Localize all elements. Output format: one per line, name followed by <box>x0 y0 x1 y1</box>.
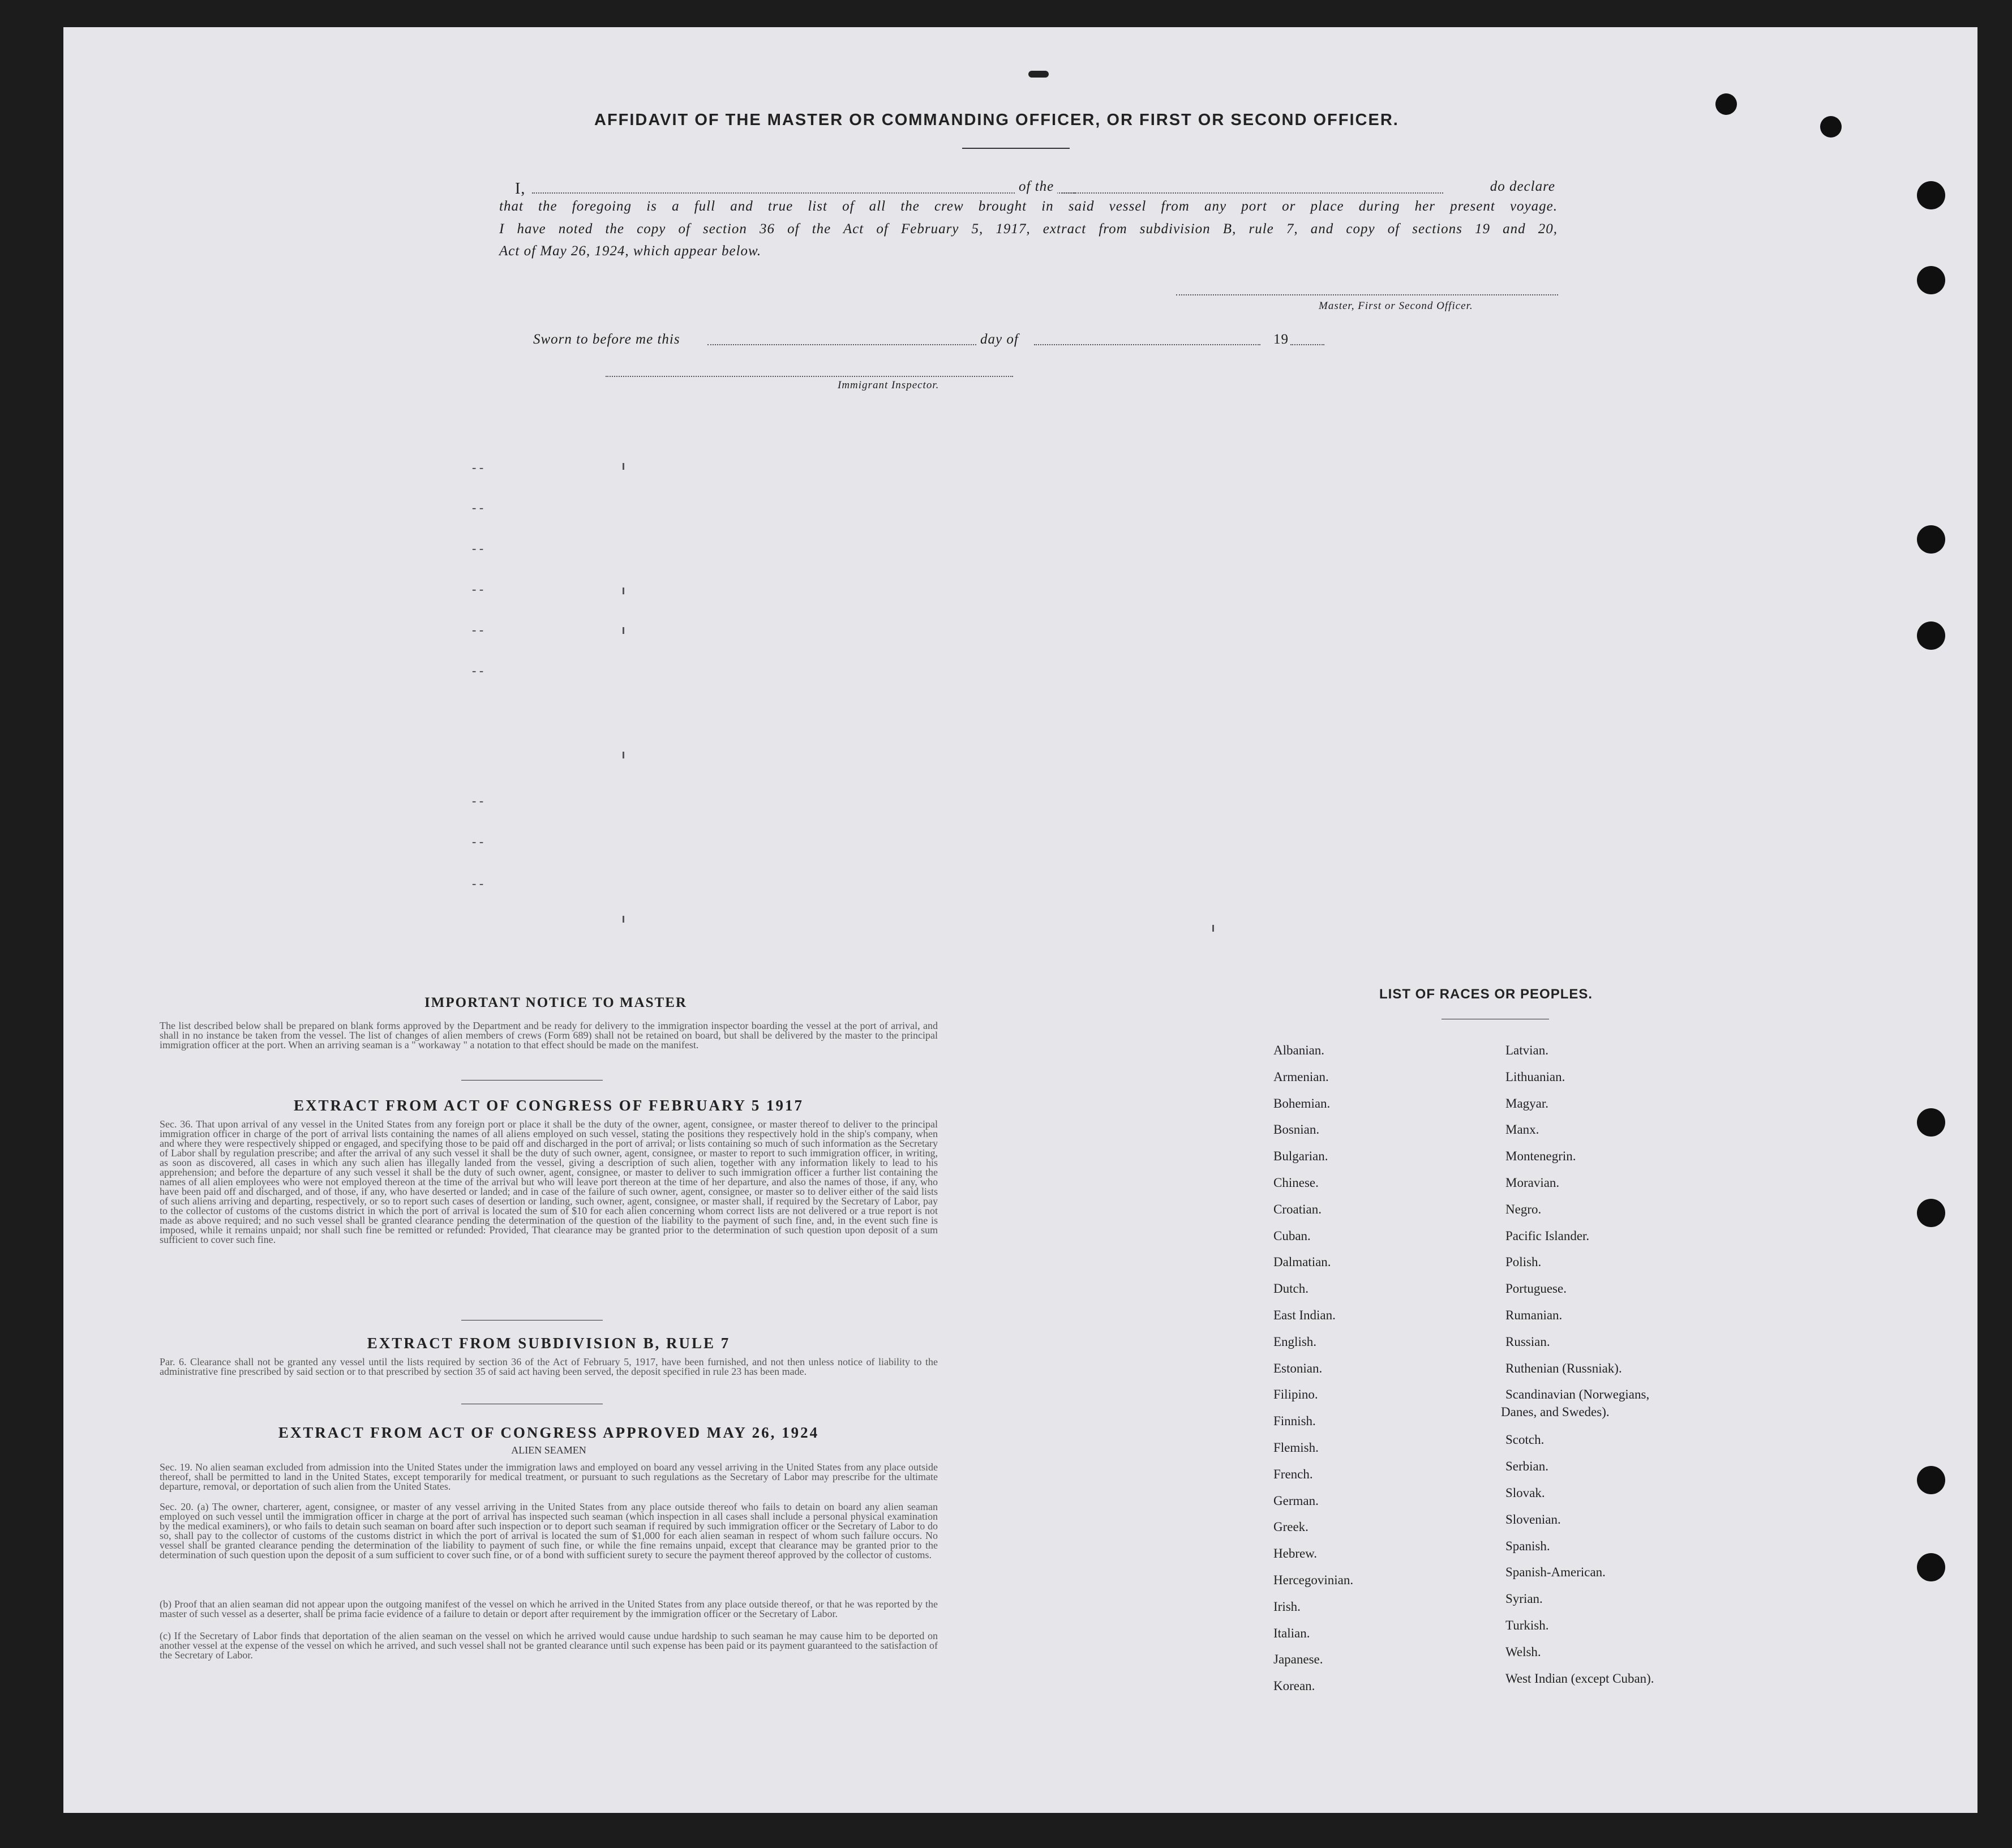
race-item: Japanese. <box>1273 1652 1323 1667</box>
sec19-text: Sec. 19. No alien seaman excluded from admission into the United States under the immigration laws and employed on board any vessel arriving in the United States from any place outside thereof, shall be permitted to land in the United States, except temporarily for medical treatment, or pursuant to such regulations as the Secretary of Labor may prescribe for the ultimate departure, removal, or deportation of such alien from the United States. <box>160 1463 938 1492</box>
name-field[interactable] <box>532 192 1075 194</box>
race-item: English. <box>1273 1334 1317 1349</box>
race-item: Turkish. <box>1505 1618 1549 1632</box>
races-title: LIST OF RACES OR PEOPLES. <box>1379 987 1593 1002</box>
race-item: Danes, and Swedes). <box>1501 1405 1610 1420</box>
column-tick <box>623 463 624 470</box>
race-item: French. <box>1273 1467 1313 1481</box>
affidavit-declare: do declare <box>1444 179 1555 195</box>
year-label: 19 <box>1273 332 1289 347</box>
race-item: Slovak. <box>1505 1486 1545 1500</box>
margin-dash: - - <box>472 582 484 596</box>
rule7-text: Par. 6. Clearance shall not be granted any vessel until the lists required by section 36 of the Act of February 5, 1917, have been furnished, and not then unless notice of liability to the administrative fine prescribed by said section or to that prescribed by section 35 of said act having been served, the deposit specified in rule 23 has been made. <box>160 1357 938 1377</box>
race-item: Chinese. <box>1273 1176 1319 1190</box>
signature-caption: Master, First or Second Officer. <box>1319 300 1473 312</box>
margin-dash: - - <box>472 541 484 555</box>
column-tick <box>623 627 624 634</box>
race-item: Welsh. <box>1505 1644 1541 1659</box>
affidavit-title: AFFIDAVIT OF THE MASTER OR COMMANDING OFFICER, OR FIRST OR SECOND OFFICER. <box>594 111 1399 129</box>
race-item: German. <box>1273 1493 1319 1508</box>
binder-hole <box>1917 525 1945 554</box>
race-item: Irish. <box>1273 1599 1301 1614</box>
sec20c-text: (c) If the Secretary of Labor finds that deportation of the alien seaman on the vessel on which he arrived would cause undue hardship to such seaman he may cause him to be deported on another vessel at the expense of the vessel on which he arrived, and such vessel shall not be granted clearance until such expense has been paid or its payment guaranteed to the satisfaction of the Secretary of Labor. <box>160 1631 938 1661</box>
sec20a-text: Sec. 20. (a) The owner, charterer, agent, consignee, or master of any vessel arriving in the United States from any place outside thereof who fails to detain on board any alien seaman employed on such vessel until the immigration officer in charge at the port of arrival has inspected such seaman (which inspection in all cases shall include a personal physical examination by the medical examiners), or who fails to detain such seaman on board after such inspection or to deport such seaman if required by such immigration officer or the Secretary of Labor to do so, shall pay to the collector of customs of the customs district in which the port of arrival is located the sum of $1,000 for each alien seaman in respect of whom such failure occurs. No vessel shall be granted clearance pending the determination of the liability to payment of such fine, or while the fine remains unpaid, except that clearance may be granted prior to the determination of such question upon the deposit of a sum sufficient to cover such fine, or of a bond with sufficient surety to secure the payment thereof approved by the collector of customs. <box>160 1502 938 1560</box>
binder-hole <box>1820 116 1842 138</box>
margin-dash: - - <box>472 460 484 474</box>
race-item: Scandinavian (Norwegians, <box>1505 1387 1650 1402</box>
race-item: Montenegrin. <box>1505 1149 1576 1164</box>
race-item: Dutch. <box>1273 1281 1309 1296</box>
margin-dash: - - <box>472 500 484 514</box>
notice-text: The list described below shall be prepared on blank forms approved by the Department and be ready for delivery to the immigration inspector boarding the vessel at the port of arrival, and shall in no instance be taken from the vessel. The list of changes of alien members of crews (Form 689) shall not be retained on board, but shall be delivered by the master to the principal immigration officer at the port. When an arriving seaman is a " workaway " a notation to that effect should be made on the manifest. <box>160 1021 938 1051</box>
binder-hole <box>1917 181 1945 209</box>
column-tick <box>623 588 624 594</box>
binder-hole <box>1917 1466 1945 1494</box>
column-tick <box>623 916 624 923</box>
race-item: Spanish. <box>1505 1538 1550 1553</box>
affidavit-i: I, <box>515 180 526 198</box>
race-item: Greek. <box>1273 1520 1309 1534</box>
margin-dash: - - <box>472 794 484 808</box>
binder-hole <box>1715 93 1737 115</box>
ink-blot <box>1028 71 1049 78</box>
race-item: Negro. <box>1505 1202 1542 1216</box>
sec20b-text: (b) Proof that an alien seaman did not appear upon the outgoing manifest of the vessel on which he arrived in the United States from any place outside thereof, or that he was reported by the master of such vessel as a deserter, shall be prima facie evidence of a failure to detain or deport after requirement by the immigration officer or the Secretary of Labor. <box>160 1600 938 1619</box>
race-item: East Indian. <box>1273 1308 1336 1322</box>
affidavit-of-the: of the <box>1015 179 1057 195</box>
race-item: Latvian. <box>1505 1043 1548 1057</box>
title-underline <box>962 148 1070 149</box>
race-item: Slovenian. <box>1505 1512 1561 1527</box>
vessel-field[interactable] <box>1062 192 1509 194</box>
race-item: Armenian. <box>1273 1069 1329 1084</box>
race-item: West Indian (except Cuban). <box>1505 1671 1654 1686</box>
race-item: Korean. <box>1273 1679 1315 1693</box>
margin-dash: - - <box>472 623 484 637</box>
extract-1924-title: EXTRACT FROM ACT OF CONGRESS APPROVED MAY 26, 1924 <box>278 1424 820 1441</box>
margin-dash: - - <box>472 663 484 678</box>
binder-hole <box>1917 266 1945 294</box>
rule7-title: EXTRACT FROM SUBDIVISION B, RULE 7 <box>367 1335 731 1352</box>
race-item: Estonian. <box>1273 1361 1323 1375</box>
column-tick <box>623 752 624 758</box>
column-tick <box>1212 925 1214 932</box>
form-page <box>63 27 1977 1813</box>
race-item: Ruthenian (Russniak). <box>1505 1361 1622 1375</box>
margin-dash: - - <box>472 876 484 890</box>
race-item: Portuguese. <box>1505 1281 1567 1296</box>
extract-1917-title: EXTRACT FROM ACT OF CONGRESS OF FEBRUARY 5 1917 <box>293 1097 804 1114</box>
race-item: Russian. <box>1505 1334 1550 1349</box>
inspector-line[interactable] <box>606 376 1013 377</box>
race-item: Hebrew. <box>1273 1546 1318 1561</box>
affidavit-line4: Act of May 26, 1924, which appear below. <box>499 243 762 259</box>
race-item: Cuban. <box>1273 1228 1311 1243</box>
race-item: Scotch. <box>1505 1433 1545 1447</box>
race-item: Magyar. <box>1505 1096 1549 1110</box>
signature-line[interactable] <box>1176 294 1558 295</box>
race-item: Bohemian. <box>1273 1096 1331 1110</box>
inspector-caption: Immigrant Inspector. <box>838 379 939 391</box>
race-item: Moravian. <box>1505 1176 1560 1190</box>
day-of-label: day of <box>980 332 1019 347</box>
race-item: Manx. <box>1505 1122 1539 1137</box>
race-item: Flemish. <box>1273 1440 1319 1455</box>
race-item: Filipino. <box>1273 1387 1318 1402</box>
affidavit-line3: I have noted the copy of section 36 of the Act of February 5, 1917, extract from subdivision B, rule 7, and copy of sections 19 and 20, <box>499 221 1558 237</box>
race-item: Dalmatian. <box>1273 1255 1331 1270</box>
year-field[interactable] <box>1290 344 1324 345</box>
month-field[interactable] <box>1034 344 1260 345</box>
sworn-day-field[interactable] <box>707 344 976 345</box>
binder-hole <box>1917 621 1945 650</box>
race-item: Croatian. <box>1273 1202 1322 1216</box>
race-item: Polish. <box>1505 1255 1542 1270</box>
race-item: Hercegovinian. <box>1273 1573 1354 1587</box>
sworn-label: Sworn to before me this <box>533 332 680 347</box>
race-item: Bosnian. <box>1273 1122 1320 1137</box>
race-item: Finnish. <box>1273 1414 1316 1429</box>
race-item: Rumanian. <box>1505 1308 1563 1322</box>
margin-dash: - - <box>472 834 484 848</box>
race-item: Spanish-American. <box>1505 1565 1606 1580</box>
race-item: Lithuanian. <box>1505 1069 1565 1084</box>
race-item: Syrian. <box>1505 1592 1543 1606</box>
race-item: Serbian. <box>1505 1459 1549 1474</box>
race-item: Bulgarian. <box>1273 1149 1328 1164</box>
race-item: Pacific Islander. <box>1505 1228 1590 1243</box>
race-item: Albanian. <box>1273 1043 1325 1057</box>
binder-hole <box>1917 1553 1945 1581</box>
extract-1917-text: Sec. 36. That upon arrival of any vessel in the United States from any foreign port or place it shall be the duty of the owner, agent, consignee, or master thereof to deliver to the principal immigration officer in charge of the port of arrival lists containing the names of all aliens employed on such vessel, stating the positions they respectively hold in the ship's company, when and where they were respectively shipped or engaged, and specifying those to be paid off and discharged in the port of arrival; or lists containing so much of such information as the Secretary of Labor shall by regulation prescribe; and after the arrival of any such vessel it shall be the duty of such owner, agent, consignee, or master to report to such immigration officer, in writing, as soon as discovered, all cases in which any such alien has illegally landed from the vessel, giving a description of such alien, together with any information likely to lead to his apprehension; and before the departure of any such vessel it shall be the duty of such owner, agent, consignee, or master to deliver to such immigration officer a further list containing the names of all alien employees who were not employed thereon at the time of the arrival but who will leave port thereon at the time of her departure, and also the names of those, if any, who have been paid off and discharged, and of those, if any, who have deserted or landed; and in case of the failure of such owner, agent, consignee, or master so to deliver either of the said lists of such aliens arriving and departing, respectively, or so to report such cases of desertion or landing, such owner, agent, consignee, or master shall, if required by the Secretary of Labor, pay to the collector of customs of the customs district in which the port of arrival is located the sum of $10 for each alien concerning whom correct lists are not delivered or a true report is not made as above required; and no such vessel shall be granted clearance pending the determination of the question of the liability to the payment of such fine, and, in the event such fine is imposed, while it remains unpaid; nor shall such fine be remitted or refunded: Provided, That clearance may be granted prior to the determination of such question upon deposit of a sum sufficient to cover such fine. <box>160 1120 938 1245</box>
notice-title: IMPORTANT NOTICE TO MASTER <box>424 995 687 1010</box>
binder-hole <box>1917 1108 1945 1137</box>
affidavit-line2: that the foregoing is a full and true list of all the crew brought in said vessel from any port or place during her present voyage. <box>499 199 1558 214</box>
race-item: Italian. <box>1273 1626 1310 1640</box>
binder-hole <box>1917 1199 1945 1227</box>
extract-1924-subtitle: ALIEN SEAMEN <box>511 1444 586 1456</box>
